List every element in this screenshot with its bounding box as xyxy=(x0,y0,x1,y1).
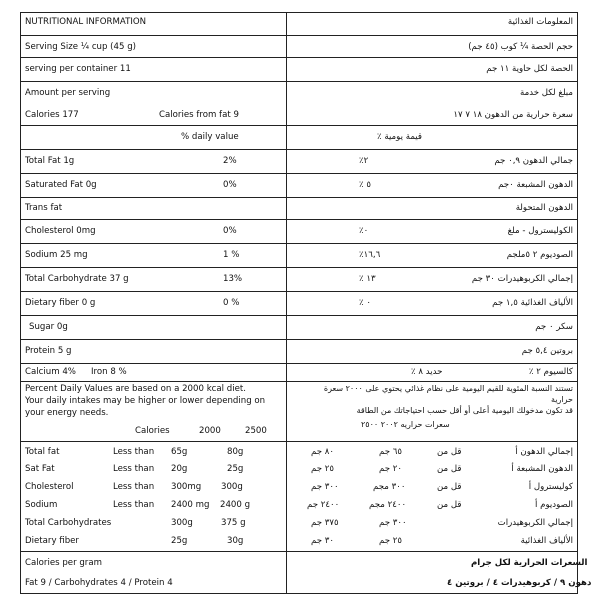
ref-header-ar: سعرات حراريه ٢٠٠٢ ٢٥٠٠ xyxy=(361,420,450,429)
reference-table-en xyxy=(21,442,286,552)
ref-2000: 2000 xyxy=(199,426,221,436)
ref-v1-ar: ٢٥ جم xyxy=(379,536,402,546)
nutrient-dv-ar: ٥ ٪ xyxy=(359,180,371,190)
nutrient-name-ar: الكوليسترول - ملغ xyxy=(507,226,573,236)
nutrient-dv-ar: ١٦,٦٪ xyxy=(359,250,381,260)
daily-value-header-en: % daily value xyxy=(181,132,239,142)
iron-ar: حديد ٨ ٪ xyxy=(411,367,443,377)
calories-en: Calories 177 xyxy=(25,110,79,120)
ref-v2-ar: ٣٠٠ جم xyxy=(311,482,339,492)
nutrient-name-ar: الصوديوم ٢ ٥ملجم xyxy=(506,250,573,260)
ref-name-ar: الصوديوم أ xyxy=(535,500,573,510)
ref-v2-ar: ٢٤٠٠ جم xyxy=(307,500,340,510)
nutrient-dv-ar: ٠ ٪ xyxy=(359,298,371,308)
ref-name: Sat Fat xyxy=(25,464,55,474)
ref-v2-ar: ٢٥ جم xyxy=(311,464,334,474)
per-gram-values-ar: دهون ٩ / كربوهيدرات ٤ / بروتين ٤ xyxy=(447,578,592,588)
nutrient-row-sugar xyxy=(21,315,577,340)
ref-v2-ar: ٣٧٥ جم xyxy=(311,518,339,528)
footnote-line-2-en: Your daily intakes may be higher or lower depending on xyxy=(25,396,266,406)
nutrient-name-en: Protein 5 g xyxy=(25,346,72,356)
ref-v1-ar: ٢٠ جم xyxy=(379,464,402,474)
nutrient-row-total-fat xyxy=(21,149,577,174)
nutrient-dv-en: 0% xyxy=(223,226,237,236)
ref-v2: 2400 g xyxy=(220,500,251,510)
title-row xyxy=(21,13,577,35)
nutrient-name-en: Dietary fiber 0 g xyxy=(25,298,96,308)
nutrient-name-ar: جمالي الدهون ٠,٩ جم xyxy=(494,156,573,166)
serving-size-row xyxy=(21,35,577,58)
nutrient-name-ar: الدهون المتحولة xyxy=(515,203,573,213)
amount-per-serving-ar: مبلغ لكل خدمة xyxy=(520,88,573,98)
serving-size-en: Serving Size ¼ cup (45 g) xyxy=(25,42,137,52)
ref-2500: 2500 xyxy=(245,426,267,436)
serving-size-ar: حجم الحصة ¼ كوب (٤٥ جم) xyxy=(468,42,573,52)
ref-less-ar: قل من xyxy=(437,500,462,510)
ref-v2: 375 g xyxy=(221,518,246,528)
ref-calories-label: Calories xyxy=(135,426,170,436)
nutrient-row-trans-fat xyxy=(21,197,577,220)
title-en: NUTRITIONAL INFORMATION xyxy=(25,17,147,27)
iron-en: Iron 8 % xyxy=(91,367,127,377)
servings-per-container-ar: الحصة لكل حاوية ١١ جم xyxy=(486,64,573,74)
ref-name: Cholesterol xyxy=(25,482,74,492)
ref-v2: 80g xyxy=(227,447,244,457)
ref-v2-ar: ٨٠ جم xyxy=(311,447,334,457)
nutrient-dv-ar: ٠٪ xyxy=(359,226,369,236)
footnote-line-3-ar: قد تكون مدخولك اليومية أعلى أو أقل حسب احتياجاتك من الطاقة xyxy=(356,406,573,415)
nutrient-dv-en: 13% xyxy=(223,274,243,284)
nutrient-dv-ar: ١٣ ٪ xyxy=(359,274,376,284)
ref-v1-ar: ٦٥ جم xyxy=(379,447,402,457)
calories-per-gram-row xyxy=(21,551,592,594)
ref-v1-ar: ٣٠٠ جم xyxy=(379,518,407,528)
nutrient-name-en: Total Fat 1g xyxy=(25,156,75,166)
nutrient-name-ar: إجمالي الكربوهيدرات ٣٠ جم xyxy=(471,274,573,284)
ref-v1: 2400 mg xyxy=(171,500,210,510)
calories-from-fat-en: Calories from fat 9 xyxy=(159,110,239,120)
nutrient-name-en: Sugar 0g xyxy=(29,322,68,332)
ref-less: Less than xyxy=(113,464,155,474)
title-ar: المعلومات الغذائية xyxy=(507,17,573,27)
nutrient-dv-en: 1 % xyxy=(223,250,240,260)
nutrient-row-sodium xyxy=(21,243,577,268)
ref-name: Sodium xyxy=(25,500,58,510)
footnote-line-1-en: Percent Daily Values are based on a 2000 kcal diet. xyxy=(25,384,247,394)
nutrient-name-en: Trans fat xyxy=(25,203,63,213)
servings-per-container-row xyxy=(21,57,577,82)
nutrient-dv-en: 2% xyxy=(223,156,237,166)
nutrition-facts-panel xyxy=(20,12,592,594)
ref-v1-ar: ٢٤٠٠ مجم xyxy=(369,500,407,510)
nutrient-dv-en: 0% xyxy=(223,180,237,190)
amount-per-serving-en: Amount per serving xyxy=(25,88,111,98)
calcium-en: Calcium 4% xyxy=(25,367,76,377)
ref-less: Less than xyxy=(113,447,155,457)
calories-ar: سعرة حرارية من الدهون ١٨ ٧ ١٧ xyxy=(453,110,573,120)
ref-v2: 30g xyxy=(227,536,244,546)
nutrient-dv-en: 0 % xyxy=(223,298,240,308)
nutrient-name-en: Saturated Fat 0g xyxy=(25,180,97,190)
ref-less-ar: قل من xyxy=(437,447,462,457)
ref-name: Total Carbohydrates xyxy=(25,518,112,528)
ref-name-ar: الألياف الغذائية xyxy=(520,536,573,546)
reference-table xyxy=(21,441,577,552)
ref-v1: 300mg xyxy=(171,482,202,492)
ref-v2-ar: ٣٠ جم xyxy=(311,536,334,546)
footnote-row xyxy=(21,381,577,442)
nutrient-name-ar: الألياف الغذائية ١,٥ جم xyxy=(492,298,573,308)
ref-name: Dietary fiber xyxy=(25,536,79,546)
nutrient-row-saturated-fat xyxy=(21,173,577,198)
servings-per-container-en: serving per container 11 xyxy=(25,64,131,74)
ref-less: Less than xyxy=(113,500,155,510)
ref-v1: 25g xyxy=(171,536,188,546)
ref-name: Total fat xyxy=(25,447,60,457)
reference-table-ar xyxy=(287,442,577,552)
footnote-line-3-en: your energy needs. xyxy=(25,408,109,418)
ref-v1: 65g xyxy=(171,447,188,457)
per-gram-values-en: Fat 9 / Carbohydrates 4 / Protein 4 xyxy=(25,578,173,588)
footnote-line-2-ar: حرارية xyxy=(551,395,573,404)
nutrient-name-ar: سكر ٠ جم xyxy=(535,322,573,332)
nutrient-name-en: Total Carbohydrate 37 g xyxy=(25,274,129,284)
ref-v2: 25g xyxy=(227,464,244,474)
ref-v1-ar: ٣٠٠ مجم xyxy=(373,482,406,492)
minerals-row xyxy=(21,363,577,382)
nutrient-name-ar: بروتين ٥,٤ جم xyxy=(521,346,573,356)
ref-less: Less than xyxy=(113,482,155,492)
calcium-ar: كالسيوم ٢ ٪ xyxy=(528,367,573,377)
ref-v2: 300g xyxy=(221,482,243,492)
ref-less-ar: قل من xyxy=(437,464,462,474)
ref-name-ar: الدهون المشبعة أ xyxy=(511,464,573,474)
nutrient-row-dietary-fiber xyxy=(21,291,577,316)
ref-name-ar: إجمالي الكربوهيدرات xyxy=(497,518,573,528)
footnote-line-1-ar: تستند النسبة المئوية للقيم اليومية على نظام غذائي يحتوي على ٢٠٠٠ سعرة xyxy=(323,384,573,393)
nutrient-row-protein xyxy=(21,339,577,364)
calories-per-gram-en: Calories per gram xyxy=(25,558,102,568)
ref-v1: 300g xyxy=(171,518,193,528)
daily-value-header-row xyxy=(21,125,577,150)
ref-name-ar: إجمالي الدهون أ xyxy=(515,447,573,457)
ref-less-ar: قل من xyxy=(437,482,462,492)
calories-row xyxy=(21,81,577,126)
nutrient-name-en: Sodium 25 mg xyxy=(25,250,88,260)
nutrient-name-en: Cholesterol 0mg xyxy=(25,226,96,236)
nutrient-row-total-carbohydrate xyxy=(21,267,577,292)
nutrient-name-ar: الدهون المشبعة ٠جم xyxy=(498,180,573,190)
ref-v1: 20g xyxy=(171,464,188,474)
ref-name-ar: كوليسترول أ xyxy=(528,482,573,492)
nutrient-dv-ar: ٢٪ xyxy=(359,156,369,166)
calories-per-gram-ar: السعرات الحرارية لكل جرام xyxy=(471,558,588,568)
daily-value-header-ar: قيمة يومية ٪ xyxy=(377,132,422,142)
nutrient-row-cholesterol xyxy=(21,219,577,244)
